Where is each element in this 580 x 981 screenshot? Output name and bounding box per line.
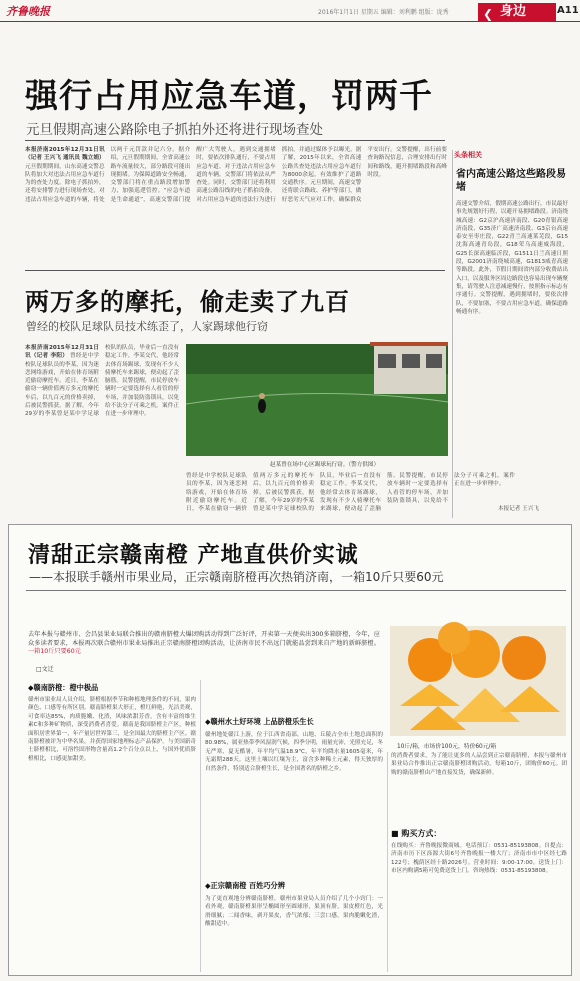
oranges-caption: 10斤/箱，市场价100元，特价60元/箱 [397, 744, 497, 750]
section-tag [478, 3, 556, 21]
story2-photo [186, 344, 448, 456]
divider [25, 270, 445, 271]
divider [25, 140, 445, 141]
ad-headline: 清甜正宗赣南橙 产地直供价实诚 [28, 543, 359, 568]
story1-byline: 本报济南2015年12月31日讯（记者 王兴飞 通讯员 魏立娟） [25, 147, 105, 162]
ad-section-1-body: 赣州市果业局人员介绍，脐橙根据季节和种植地理条件的不同，果肉颜色、口感等有所区别。赣南脐橙果大形正，橙红鲜艳，光洁美观，可食率达85%，肉质脆嫩、化渣，风味浓甜芳香，含有丰富的维生素C和多种矿物质，深受消费者喜爱。赣南是我国脐橙主产区，种植面积居世界第一，年产量居世界第三，是全国最大的脐橙主产区。赣南脐橙被评为中华名果，并获得国家地理标志产品保护。与美国新奇士脐橙相比，可溶性固形物含量高1.2个百分点以上，与国外优质脐橙相比，口感更加甜美。 [28, 697, 196, 762]
ad-author: □文迁 [36, 666, 54, 673]
ad-section-1-title [28, 683, 98, 693]
story2-text: 曾经是中学校队足球队员的李某，因为迷恋网络游戏，开始在体育场附近偷窃摩托车。近日，李某在偷窃一辆价值两万多元的摩托车后，以九百元的价格卖掉，后被民警抓获。据了解，今年29岁的李某曾是某中学足球校队的队员，毕业后一直没有稳定工作。李某交代，他经常去体育场踢球，发现有不少人骑摩托车来踢球，便动起了歪脑筋。民警提醒，市民停放车辆时一定要选择有人看管的停车场，并加装防盗锁具，以免给不法分子可乘之机。案件正在进一步审理中。 [25, 345, 179, 418]
ad-section-2-title [205, 717, 314, 727]
diamond-icon: ◆ [28, 683, 34, 692]
story2-body-left [25, 344, 179, 514]
column-divider [387, 752, 388, 972]
column-divider [200, 680, 201, 972]
story1-subhead: 元旦假期高速公路除电子抓拍外还将进行现场查处 [26, 122, 323, 138]
section-label: 身边 [500, 4, 527, 19]
sidebar-tag: 头条相关 [454, 151, 482, 159]
story1-body [25, 146, 447, 262]
story1-text: 元旦假期期间，山东高速交警总队将加大对违法占用应急车道行为的查处力度。除电子抓拍外，还将安排警力进行现场查处，对违法占用应急车道的车辆，将处以两千元罚款并记六分。据介绍，元旦假期期间，全省高速公路车流量较大，部分路段可能出现拥堵。为保障道路安全畅通，交警部门将在重点路段增加警力，加强巡逻管控。“应急车道是生命通道”，高速交警部门提醒广大驾驶人，遇到交通拥堵时，要依次排队通行，不要占用应急车道。对于违法占用应急车道的车辆，交警部门将依法从严查处。同时，交警部门还将利用高速公路沿线的电子抓拍设备，对占用应急车道的违法行为进行抓拍，并通过媒体予以曝光。据了解，2015年以来，全省高速公路共查处违法占用应急车道行为8000余起，有效维护了道路交通秩序。元旦期间，高速交警还将联合路政、养护等部门，做好恶劣天气应对工作，确保群众平安出行。交警提醒，出行前要查询路况信息，合理安排出行时间和路线，避开拥堵路段和高峰时段。 [25, 147, 447, 203]
ad-intro-text: 去年本报与赣州市、会昌县果业局联合推出的赣南脐橙大爆团购活动得到广泛好评，开卖第一天便卖出300多箱脐橙，今年，应众多读者要求，本报再次联合赣州市果业局推出正宗赣南脐橙团购活动，让济南市民不出远门就能品尝到来自产地的新鲜脐橙。 [28, 631, 380, 647]
sidebar-reporter: 本报记者 王兴飞 [498, 506, 539, 512]
purchase-body: 在线购买：齐鲁晚报微商城。电话预订：0531-85193808。自提点：济南市历下区泺源大街6号齐鲁晚报一楼大厅；济南市市中区经七路122号；槐荫区经十路2026号。营业时间：9:00-17:00。送货上门：市区内购满5箱可免费送货上门。咨询热线：0531-85193808。 [391, 843, 567, 874]
sidebar-body: 高速交警介绍，假期高速公路出行，市民最好事先规划好行程，以避开易拥堵路段。济南绕城高速：G2京沪高速济南段、G20青银高速济南段、G35济广高速济南段、G3京台高速泰安至枣庄段，G22青兰高速莱芜段，G15沈海高速青岛段，G18荣乌高速威海段，G25长深高速临沂段，G1511日兰高速日照段，G2001济南绕城高速，G1813威青高速等路段。此外，节假日期间省内部分收费站出入口，以及服务区周边路段也容易出现车辆聚集，请驾驶人注意减速慢行，按照指示标志有序通行。交警提醒，遇到拥堵时，要依次排队，不要加塞，不要占用应急车道，确保道路畅通有序。 [456, 201, 568, 315]
page-number: A11 [557, 5, 579, 16]
masthead [0, 0, 580, 22]
football-field-image [186, 344, 448, 456]
story2-caption: 赵某曾在场中心区踢球玩行窃。（警方供图） [270, 462, 380, 468]
oranges-photo [390, 626, 566, 736]
story2-byline: 本报济南2015年12月31日讯（记者 李阳） [25, 345, 99, 360]
ad-subhead: ——本报联手赣州市果业局，正宗赣南脐橙再次热销济南，一箱10斤只要60元 [29, 570, 444, 584]
story2-headline: 两万多的摩托，偷走卖了九百 [25, 288, 350, 316]
ad-section-1-title-text: 赣南脐橙：橙中极品 [33, 683, 99, 692]
ad-column-3-body: 的消费者要求，为了能让更多的人品尝到正宗赣南脐橙，本报与赣州市果业局合作推出正宗赣南脐橙团购活动，每箱10斤，团购价60元。团购的赣南脐橙由产地直接发货，确保新鲜。 [391, 753, 567, 776]
story2-text-continued: 曾经是中学校队足球队员的李某，因为迷恋网络游戏，开始在体育场附近偷窃摩托车。近日，李某在偷窃一辆价值两万多元的摩托车后，以九百元的价格卖掉，后被民警抓获。据了解，今年29岁的李某曾是某中学足球校队的队员，毕业后一直没有稳定工作。李某交代，他经常去体育场踢球，发现有不少人骑摩托车来踢球，便动起了歪脑筋。民警提醒，市民停放车辆时一定要选择有人看管的停车场，并加装防盗锁具，以免给不法分子可乘之机。案件正在进一步审理中。 [186, 473, 515, 513]
ad-intro-highlight: 一箱10斤只要60元 [28, 648, 81, 656]
ad-section-3-title-text: 正宗赣南橙 百姓巧分辨 [210, 881, 285, 890]
sidebar-title: 省内高速公路这些路段易堵 [456, 169, 566, 193]
edition-meta: 2016年1月1日 星期五 编辑：刘利鹏 组版：庞秀 [318, 9, 449, 16]
chevron-left-icon: ❮ [483, 7, 494, 21]
story1-headline: 强行占用应急车道，罚两千 [25, 76, 433, 115]
ad-section-3-body: 为了更直观地分辨赣南脐橙，赣州市果业局人员介绍了几个小窍门：一看外观，赣南脐橙果形呈椭圆形至圆球形，果顶有脐，果皮橙红色，光滑细腻；二闻香味，剥开果皮，香气浓郁；三尝口感，果肉脆嫩化渣，酸甜适中。 [205, 896, 383, 928]
diamond-icon: ◆ [205, 717, 211, 726]
divider [26, 590, 566, 591]
ad-section-2-title-text: 赣州水土好环境 上品脐橙乐生长 [210, 717, 314, 726]
story2-subhead: 曾经的校队足球队员技术练歪了，人家踢球他行窃 [26, 320, 268, 333]
diamond-icon: ◆ [205, 881, 211, 890]
ad-intro [28, 631, 380, 657]
story2-body-bottom [186, 472, 515, 518]
purchase-title: ■ 购买方式： [391, 829, 442, 838]
ad-section-3-title [205, 881, 285, 891]
oranges-image [390, 626, 566, 736]
ad-section-2-body: 赣州地处赣江上游，位于江西省南部，山地、丘陵占全市土地总面积的80.98%，属亚热带季风湿润气候，四季分明，雨量充沛，光照充足，冬无严寒，夏无酷暑，年平均气温18.9℃，年平均降水量1605毫米，年无霜期288天。这里土壤以红壤为主，富含多种稀土元素，得天独厚的自然条件，特别适合脐橙生长，是全国著名的脐橙之乡。 [205, 732, 383, 772]
newspaper-logo: 齐鲁晚报 [6, 5, 50, 18]
